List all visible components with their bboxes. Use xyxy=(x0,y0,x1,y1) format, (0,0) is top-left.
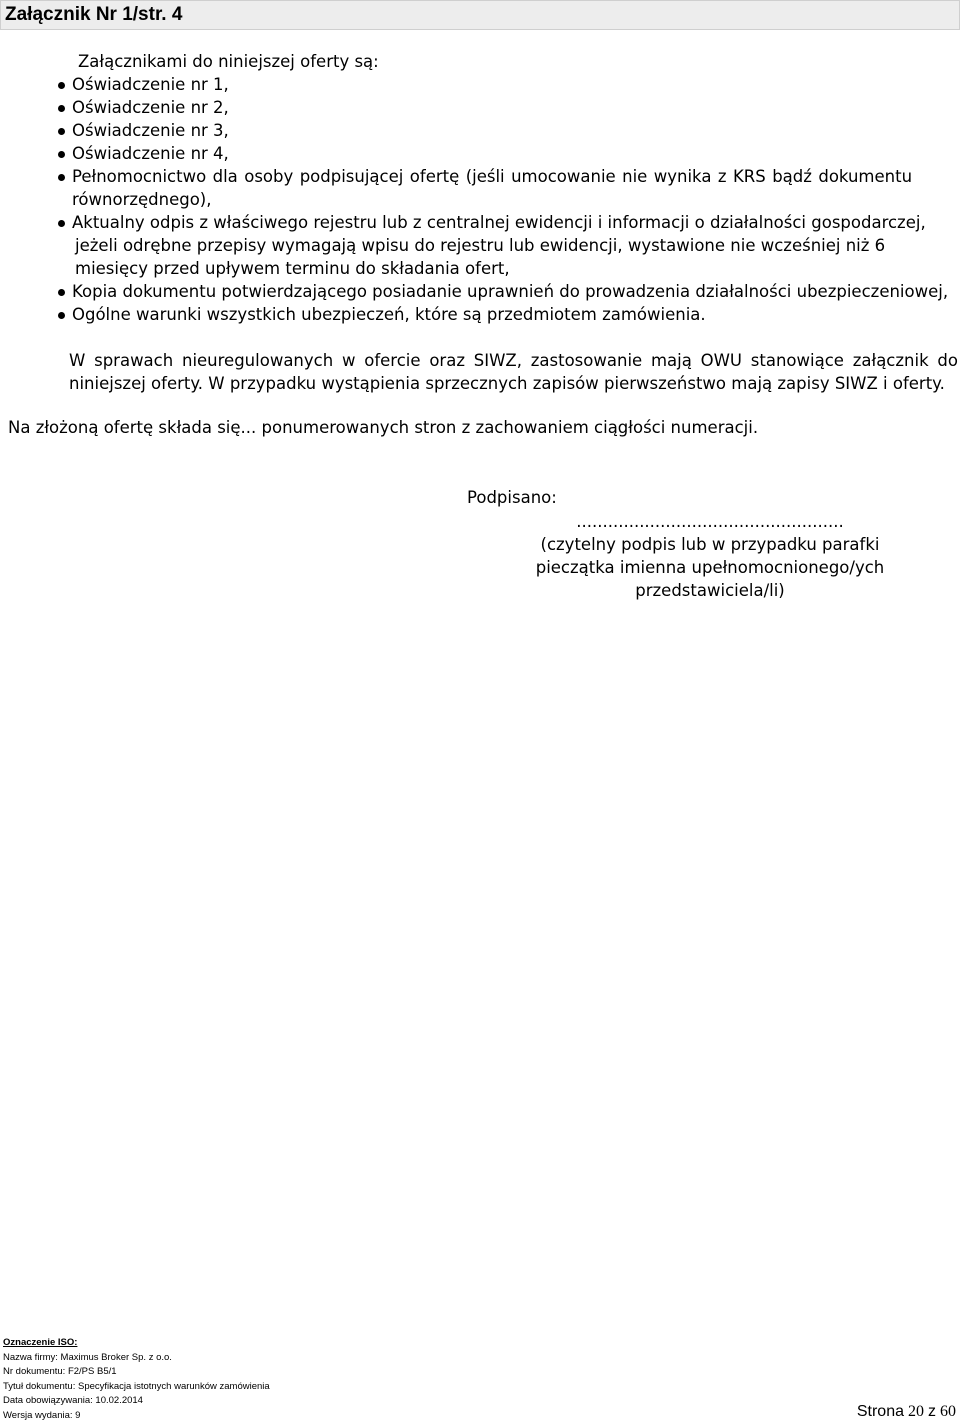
list-item xyxy=(58,280,958,303)
footer-doc-number: Nr dokumentu: F2/PS B5/1 xyxy=(3,1365,270,1380)
page-number xyxy=(857,1403,956,1421)
pages-count-statement: Na złożoną ofertę składa się... ponumerowanych stron z zachowaniem ciągłości numeracji. xyxy=(8,418,758,437)
list-item-label: Oświadczenie nr 1, xyxy=(72,73,958,96)
list-item-line: jeżeli odrębne przepisy wymagają wpisu do rejestru lub ewidencji, wystawione nie wcześniej niż 6 xyxy=(72,234,958,257)
page-word: Strona xyxy=(857,1403,904,1420)
footer-version: Wersja wydania: 9 xyxy=(3,1409,270,1423)
page-total: 60 xyxy=(940,1403,956,1420)
page-current: 20 xyxy=(908,1403,924,1420)
footer-company: Nazwa firmy: Maximus Broker Sp. z o.o. xyxy=(3,1351,270,1366)
iso-label: Oznaczenie ISO: xyxy=(3,1336,270,1351)
signature-note-line: przedstawiciela/li) xyxy=(520,579,900,602)
attachments-list xyxy=(58,73,958,326)
list-item-power-of-attorney xyxy=(58,165,958,211)
list-item-label: Oświadczenie nr 2, xyxy=(72,96,958,119)
list-item-line: równorzędnego), xyxy=(72,188,958,211)
list-item-line: Pełnomocnictwo dla osoby podpisującej ofertę (jeśli umocowanie nie wynika z KRS bądź dokumentu xyxy=(72,165,958,188)
list-item xyxy=(58,303,958,326)
list-item-label: Ogólne warunki wszystkich ubezpieczeń, które są przedmiotem zamówienia. xyxy=(72,303,958,326)
signature-note-line: pieczątka imienna upełnomocnionego/ych xyxy=(520,556,900,579)
list-item-label: Kopia dokumentu potwierdzającego posiadanie uprawnień do prowadzenia działalności ubezpieczeniowej, xyxy=(72,280,958,303)
list-item-label: Oświadczenie nr 4, xyxy=(72,142,958,165)
owu-paragraph xyxy=(69,349,958,395)
page-sep: z xyxy=(928,1403,936,1420)
list-item xyxy=(58,119,958,142)
list-item-line: miesięcy przed upływem terminu do składania ofert, xyxy=(72,257,958,280)
list-item-label: Oświadczenie nr 3, xyxy=(72,119,958,142)
signature-label: Podpisano: xyxy=(467,486,557,509)
document-footer xyxy=(3,1336,270,1423)
paragraph-line: W sprawach nieuregulowanych w ofercie oraz SIWZ, zastosowanie mają OWU stanowiące załącznik do xyxy=(69,349,958,372)
header-title: Załącznik Nr 1/str. 4 xyxy=(5,4,182,26)
footer-valid-from: Data obowiązywania: 10.02.2014 xyxy=(3,1394,270,1409)
list-item-line: Aktualny odpis z właściwego rejestru lub z centralnej ewidencji i informacji o działalności gospodarczej, xyxy=(72,211,958,234)
page-header xyxy=(0,0,960,30)
list-item-register-extract xyxy=(58,211,958,280)
signature-block xyxy=(520,510,900,602)
list-item xyxy=(58,142,958,165)
list-item xyxy=(58,73,958,96)
list-item xyxy=(58,96,958,119)
attachments-intro: Załącznikami do niniejszej oferty są: xyxy=(78,52,379,71)
paragraph-line: niniejszej oferty. W przypadku wystąpienia sprzecznych zapisów pierwszeństwo mają zapisy SIWZ i oferty. xyxy=(69,372,958,395)
footer-doc-title: Tytuł dokumentu: Specyfikacja istotnych warunków zamówienia xyxy=(3,1380,270,1395)
signature-dots: ................................................... xyxy=(520,510,900,533)
signature-note-line: (czytelny podpis lub w przypadku parafki xyxy=(520,533,900,556)
